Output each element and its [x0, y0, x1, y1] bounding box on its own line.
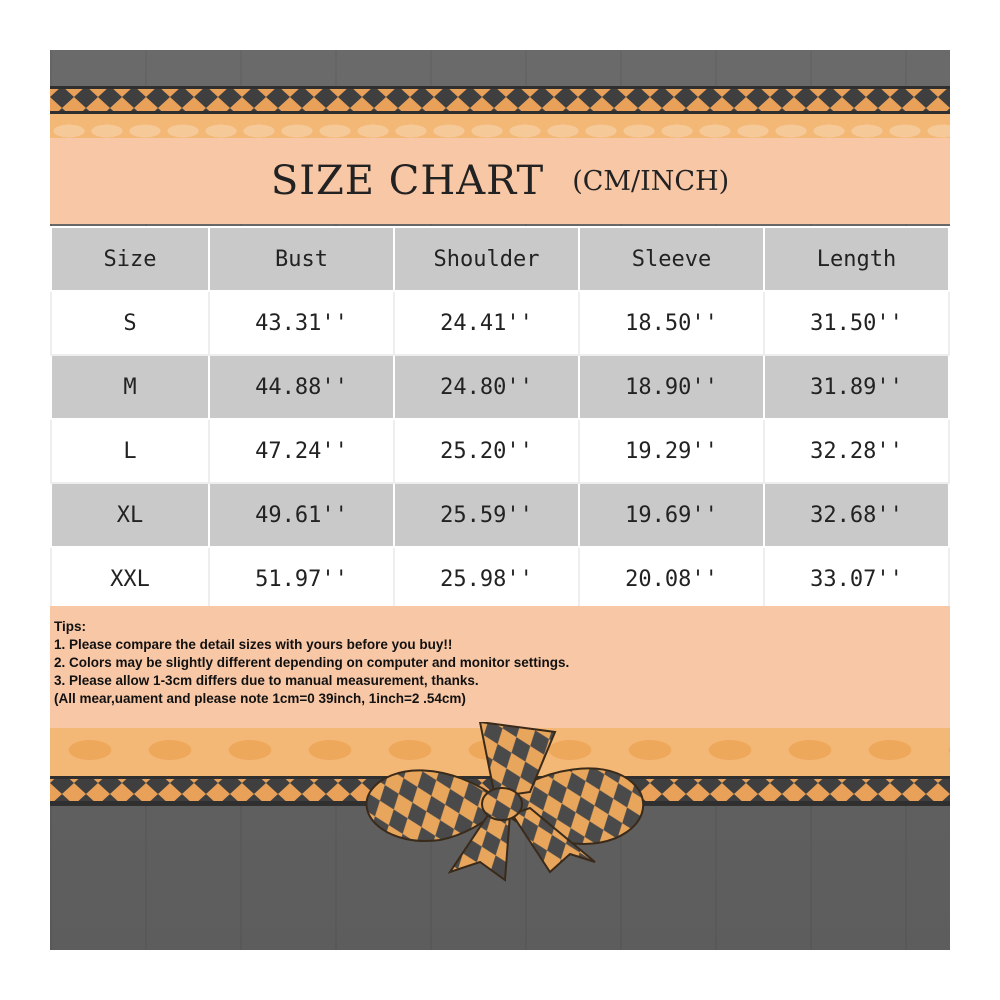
size-cell: S: [51, 291, 209, 355]
table-header-row: [51, 227, 949, 291]
sleeve-cell: 18.90'': [579, 355, 764, 419]
title-bar: [50, 138, 950, 224]
tips-line: 2. Colors may be slightly different depending on computer and monitor settings.: [54, 655, 570, 670]
table-row: [51, 483, 949, 547]
tips-line: 3. Please allow 1-3cm differs due to manual measurement, thanks.: [54, 673, 479, 688]
title-unit: (CM/INCH): [572, 165, 730, 197]
size-cell: XXL: [51, 547, 209, 611]
size-cell: M: [51, 355, 209, 419]
tips-line: (All mear,uament and please note 1cm=0 39inch, 1inch=2 .54cm): [54, 691, 466, 706]
table-row: [51, 419, 949, 483]
tips-line: 1. Please compare the detail sizes with yours before you buy!!: [54, 637, 453, 652]
bust-cell: 47.24'': [209, 419, 394, 483]
bust-cell: 44.88'': [209, 355, 394, 419]
table-row: [51, 355, 949, 419]
length-cell: 33.07'': [764, 547, 949, 611]
tips-heading: Tips:: [54, 619, 87, 634]
shoulder-cell: 24.41'': [394, 291, 579, 355]
page-title: SIZE CHART: [270, 158, 545, 204]
shoulder-cell: 24.80'': [394, 355, 579, 419]
bust-cell: 43.31'': [209, 291, 394, 355]
length-cell: 32.68'': [764, 483, 949, 547]
header-length: Length: [764, 227, 949, 291]
length-cell: 32.28'': [764, 419, 949, 483]
shoulder-cell: 25.20'': [394, 419, 579, 483]
size-table: [50, 226, 950, 612]
shoulder-cell: 25.98'': [394, 547, 579, 611]
sleeve-cell: 18.50'': [579, 291, 764, 355]
length-cell: 31.50'': [764, 291, 949, 355]
shoulder-cell: 25.59'': [394, 483, 579, 547]
table-row: [51, 291, 949, 355]
header-bust: Bust: [209, 227, 394, 291]
tips-panel: [50, 606, 950, 728]
top-gray-background: [50, 50, 950, 86]
bust-cell: 49.61'': [209, 483, 394, 547]
size-cell: XL: [51, 483, 209, 547]
length-cell: 31.89'': [764, 355, 949, 419]
sleeve-cell: 19.69'': [579, 483, 764, 547]
top-orange-strip: [50, 120, 950, 138]
top-diamond-border: [50, 86, 950, 120]
table-row: [51, 547, 949, 611]
size-chart-card: [50, 50, 950, 950]
header-size: Size: [51, 227, 209, 291]
bust-cell: 51.97'': [209, 547, 394, 611]
sleeve-cell: 20.08'': [579, 547, 764, 611]
header-shoulder: Shoulder: [394, 227, 579, 291]
header-sleeve: Sleeve: [579, 227, 764, 291]
sleeve-cell: 19.29'': [579, 419, 764, 483]
size-cell: L: [51, 419, 209, 483]
ribbon-bow-icon: [330, 722, 670, 882]
